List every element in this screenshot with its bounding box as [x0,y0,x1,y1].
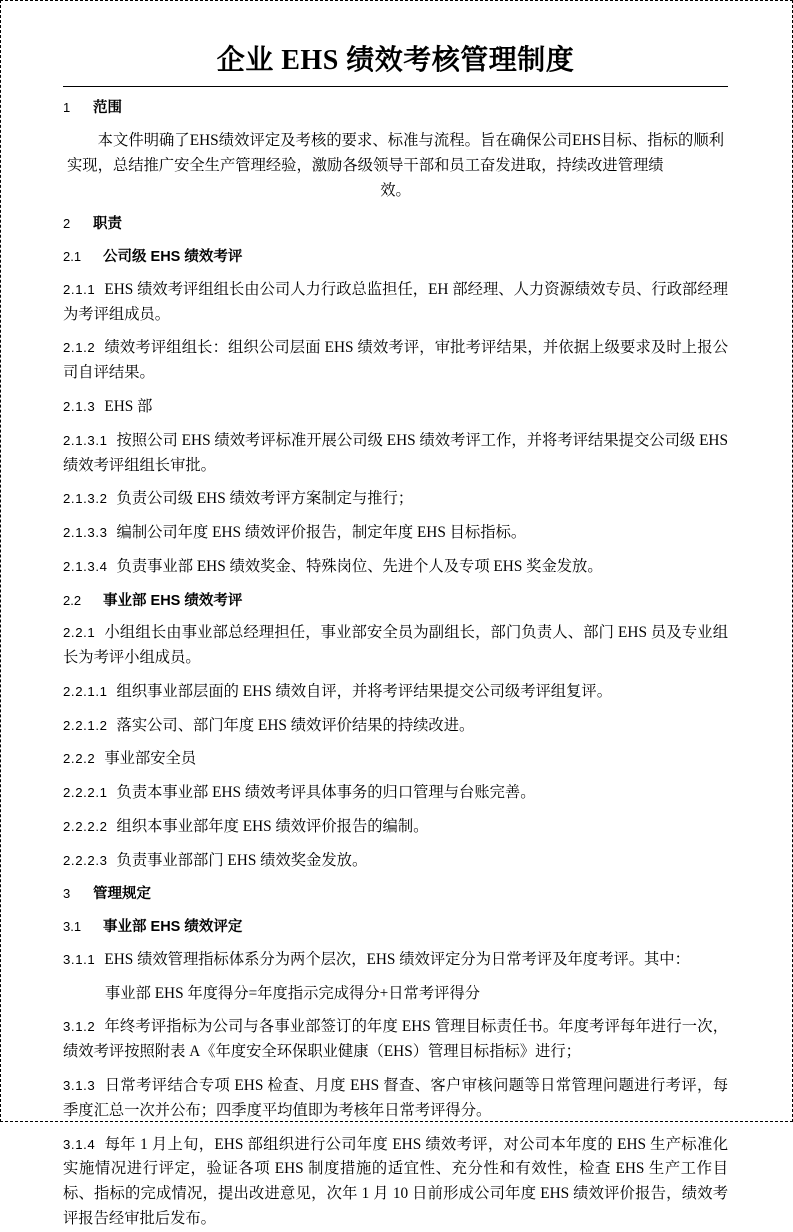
clause-number: 2.1.3.3 [63,525,108,541]
clause-2-2-1-2 [63,714,728,739]
clause-text: 绩效考评组组长：组织公司层面 EHS 绩效考评，审批考评结果，并依据上级要求及时上报公司自评结果。 [63,339,728,382]
heading-number: 3.1 [63,919,82,935]
clause-text: 编制公司年度 EHS 绩效评价报告，制定年度 EHS 目标指标。 [116,524,527,542]
clause-number: 2.1.2 [63,340,96,356]
clause-2-2-2-1 [63,781,728,806]
clause-2-1-3 [63,395,728,420]
heading-section-3 [63,884,728,906]
heading-section-3-1 [63,917,728,939]
clause-2-1-3-1 [63,429,728,479]
heading-section-2-2 [63,591,728,613]
document-content [13,11,780,1227]
clause-number: 2.2.2.3 [63,852,108,868]
clause-text: 每年 1 月上旬，EHS 部组织进行公司年度 EHS 绩效考评，对公司本年度的 EHS 生产标准化实施情况进行评定，验证各项 EHS 制度措施的适宜性、充分性和有效性，检查 EHS 生产工作目标、指标的完成情况，提出改进意见，次年 1 月 10 日前形成公司年度 EHS 绩效评价报告，绩效考评报告经审批后发布。 [63,1135,728,1227]
heading-label: 职责 [93,216,122,233]
clause-text: 事业部安全员 [104,750,197,768]
heading-number: 2.1 [63,249,82,265]
clause-number: 2.2.1.2 [63,717,108,733]
clause-number: 2.2.2 [63,751,96,767]
heading-number: 1 [63,100,71,116]
clause-text: EHS 绩效考评组组长由公司人力行政总监担任，EH 部经理、人力资源绩效专员、行政部经理为考评组成员。 [63,280,728,323]
heading-label: 管理规定 [93,886,151,903]
paragraph-scope-main: 本文件明确了EHS绩效评定及考核的要求、标准与流程。旨在确保公司EHS目标、指标的顺利实现，总结推广安全生产管理经验，激励各级领导干部和员工奋发进取，持续改进管理绩 [67,132,724,174]
clause-number: 2.2.2.1 [63,785,108,801]
clause-number: 2.1.3.4 [63,558,108,574]
clause-2-1-3-4 [63,555,728,580]
heading-number: 2 [63,216,71,232]
clause-number: 3.1.1 [63,951,96,967]
paragraph-scope-tail: 效。 [380,181,411,199]
clause-2-2-2-2 [63,815,728,840]
formula-annual-score: 事业部 EHS 年度得分=年度指示完成得分+日常考评得分 [105,984,481,1002]
clause-3-1-3 [63,1074,728,1124]
clause-text: 负责本事业部 EHS 绩效考评具体事务的归口管理与台账完善。 [116,784,536,802]
clause-text: 组织事业部层面的 EHS 绩效自评，并将考评结果提交公司级考评组复评。 [116,682,612,700]
clause-text: 按照公司 EHS 绩效考评标准开展公司级 EHS 绩效考评工作，并将考评结果提交公司级 EHS 绩效考评组组长审批。 [63,431,728,474]
clause-text: EHS 绩效管理指标体系分为两个层次，EHS 绩效评定分为日常考评及年度考评。其中： [104,950,690,968]
title-divider [63,86,728,87]
clause-2-2-2-3 [63,849,728,874]
heading-label: 事业部 EHS 绩效评定 [103,919,243,936]
paragraph-scope [63,129,728,203]
page-title: 企业 EHS 绩效考核管理制度 [216,45,575,76]
clause-number: 2.1.3 [63,398,96,414]
clause-text: EHS 部 [104,397,153,415]
clause-number: 3.1.4 [63,1136,96,1152]
clause-text: 负责事业部 EHS 绩效奖金、特殊岗位、先进个人及专项 EHS 奖金发放。 [116,557,603,575]
clause-number: 2.1.3.1 [63,432,108,448]
clause-text: 落实公司、部门年度 EHS 绩效评价结果的持续改进。 [116,716,475,734]
clause-text: 负责事业部部门 EHS 绩效奖金发放。 [116,851,368,869]
clause-2-1-3-3 [63,521,728,546]
heading-number: 2.2 [63,592,82,608]
clause-text: 日常考评结合专项 EHS 检查、月度 EHS 督查、客户审核问题等日常管理问题进行考评，每季度汇总一次并公布；四季度平均值即为考核年日常考评得分。 [63,1077,728,1119]
clause-text: 小组组长由事业部总经理担任，事业部安全员为副组长，部门负责人、部门 EHS 员及专业组长为考评小组成员。 [63,624,728,667]
clause-2-2-1 [63,621,728,671]
heading-label: 范围 [93,100,122,117]
clause-3-1-4 [63,1133,728,1232]
clause-text: 组织本事业部年度 EHS 绩效评价报告的编制。 [116,817,429,835]
clause-number: 2.1.3.2 [63,491,108,507]
clause-text: 负责公司级 EHS 绩效考评方案制定与推行； [116,490,414,508]
clause-3-1-1 [63,948,728,973]
heading-label: 公司级 EHS 绩效考评 [103,249,243,266]
heading-number: 3 [63,886,71,902]
clause-3-1-2 [63,1015,728,1065]
clause-number: 2.2.2.2 [63,818,108,834]
clause-2-1-3-2 [63,487,728,512]
clause-2-1-1 [63,278,728,328]
heading-label: 事业部 EHS 绩效考评 [103,592,243,609]
clause-2-1-2 [63,336,728,386]
clause-number: 3.1.3 [63,1078,96,1093]
clause-number: 2.2.1 [63,625,96,641]
clause-text: 年终考评指标为公司与各事业部签订的年度 EHS 管理目标责任书。年度考评每年进行一次，绩效考评按照附表 A《年度安全环保职业健康（EHS）管理目标指标》进行； [63,1018,728,1061]
clause-number: 3.1.2 [63,1019,96,1035]
clause-2-2-2 [63,747,728,772]
clause-number: 2.2.1.1 [63,683,108,699]
clause-number: 2.1.1 [63,281,96,297]
heading-section-1 [63,98,728,120]
heading-section-2 [63,214,728,236]
heading-section-2-1 [63,247,728,269]
clause-2-2-1-1 [63,680,728,705]
